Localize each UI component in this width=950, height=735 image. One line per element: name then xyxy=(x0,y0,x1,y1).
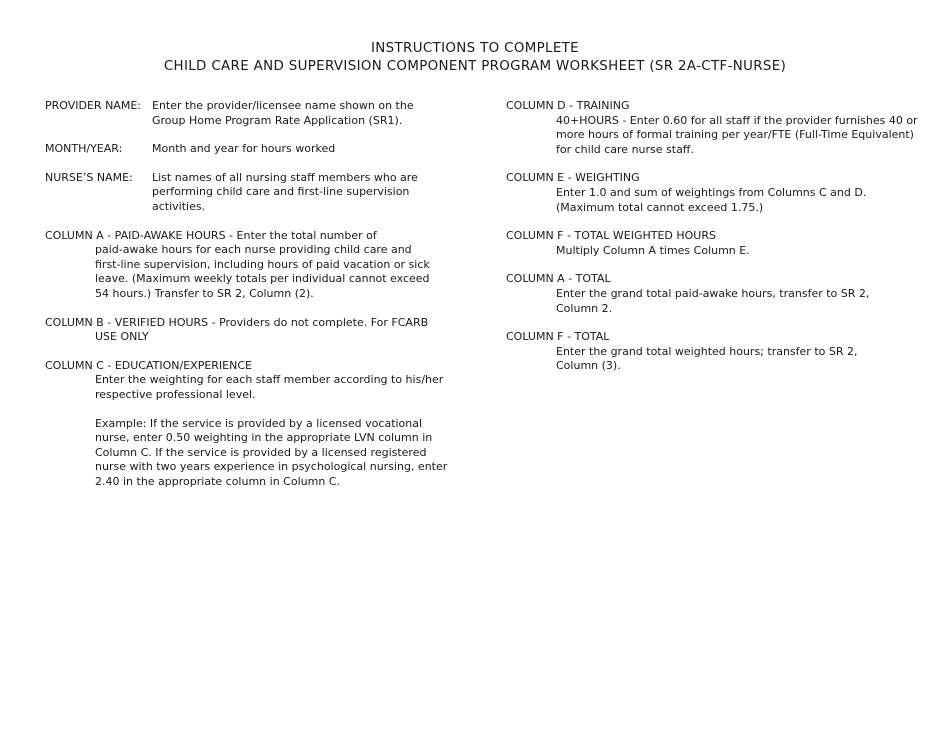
nurses-name-text-line: List names of all nursing staff members who are xyxy=(152,170,418,184)
column-a-text-line: first-line supervision, including hours of paid vacation or sick xyxy=(95,257,430,271)
column-a-total-text-line: Enter the grand total paid-awake hours, transfer to SR 2, xyxy=(556,286,870,300)
column-b-text-line: USE ONLY xyxy=(95,330,149,344)
column-c-example-line: Column C. If the service is provided by a licensed registered xyxy=(95,445,427,459)
left-column xyxy=(45,99,465,503)
right-column xyxy=(506,99,916,388)
column-c-section xyxy=(45,359,465,490)
month-year-section xyxy=(45,142,465,157)
column-a-text-line: 54 hours.) Transfer to SR 2, Column (2). xyxy=(95,286,314,300)
column-e-section xyxy=(506,171,916,215)
nurses-name-text-line: activities. xyxy=(152,199,206,213)
nurses-name-label: NURSE’S NAME: xyxy=(45,170,133,184)
column-c-heading: COLUMN C - EDUCATION/EXPERIENCE xyxy=(45,358,252,372)
column-e-heading: COLUMN E - WEIGHTING xyxy=(506,171,640,185)
column-d-section xyxy=(506,99,916,157)
column-a-text-line: leave. (Maximum weekly totals per individual cannot exceed xyxy=(95,272,430,286)
column-f-weighted-heading: COLUMN F - TOTAL WEIGHTED HOURS xyxy=(506,229,716,243)
month-year-text: Month and year for hours worked xyxy=(152,142,336,156)
provider-name-label: PROVIDER NAME: xyxy=(45,99,141,112)
column-f-total-heading: COLUMN F - TOTAL xyxy=(506,330,610,344)
column-c-text-line: Enter the weighting for each staff member according to his/her xyxy=(95,373,444,387)
column-a-total-text-line: Column 2. xyxy=(556,301,613,315)
column-a-total-section xyxy=(506,272,916,316)
column-f-weighted-section xyxy=(506,229,916,258)
column-d-text-line: for child care nurse staff. xyxy=(556,142,694,156)
column-d-text-line: more hours of formal training per year/FTE (Full-Time Equivalent) xyxy=(556,128,914,142)
column-b-heading: COLUMN B - VERIFIED HOURS - Providers do not complete. For FCARB xyxy=(45,315,429,329)
provider-name-text-line: Group Home Program Rate Application (SR1). xyxy=(152,113,403,127)
column-a-heading: COLUMN A - PAID-AWAKE HOURS - Enter the total number of xyxy=(45,228,377,242)
column-c-text-line: respective professional level. xyxy=(95,387,256,401)
column-a-section xyxy=(45,229,465,302)
column-d-text-line: 40+HOURS - Enter 0.60 for all staff if the provider furnishes 40 or xyxy=(556,113,918,127)
column-a-text-line: paid-awake hours for each nurse providing child care and xyxy=(95,243,412,257)
column-f-total-section xyxy=(506,330,916,374)
column-e-text-line: Enter 1.0 and sum of weightings from Columns C and D. xyxy=(556,185,867,199)
page-title: INSTRUCTIONS TO COMPLETE xyxy=(371,41,579,56)
column-e-text-line: (Maximum total cannot exceed 1.75.) xyxy=(556,200,764,214)
column-d-heading: COLUMN D - TRAINING xyxy=(506,99,630,112)
column-c-example-line: 2.40 in the appropriate column in Column C. xyxy=(95,474,340,488)
column-c-example-line: nurse with two years experience in psychological nursing, enter xyxy=(95,460,448,474)
column-a-total-heading: COLUMN A - TOTAL xyxy=(506,272,611,286)
nurses-name-section xyxy=(45,171,465,215)
column-c-example-line: Example: If the service is provided by a licensed vocational xyxy=(95,416,423,430)
column-f-total-text-line: Enter the grand total weighted hours; transfer to SR 2, xyxy=(556,344,858,358)
nurses-name-text-line: performing child care and first-line supervision xyxy=(152,185,410,199)
column-c-example-line: nurse, enter 0.50 weighting in the appropriate LVN column in xyxy=(95,431,433,445)
column-f-weighted-text-line: Multiply Column A times Column E. xyxy=(556,243,750,257)
page-subtitle: CHILD CARE AND SUPERVISION COMPONENT PROGRAM WORKSHEET (SR 2A-CTF-NURSE) xyxy=(163,59,787,74)
column-f-total-text-line: Column (3). xyxy=(556,359,621,373)
provider-name-text-line: Enter the provider/licensee name shown on the xyxy=(152,99,414,112)
column-b-section xyxy=(45,316,465,345)
month-year-label: MONTH/YEAR: xyxy=(45,142,123,156)
provider-name-section xyxy=(45,99,465,128)
